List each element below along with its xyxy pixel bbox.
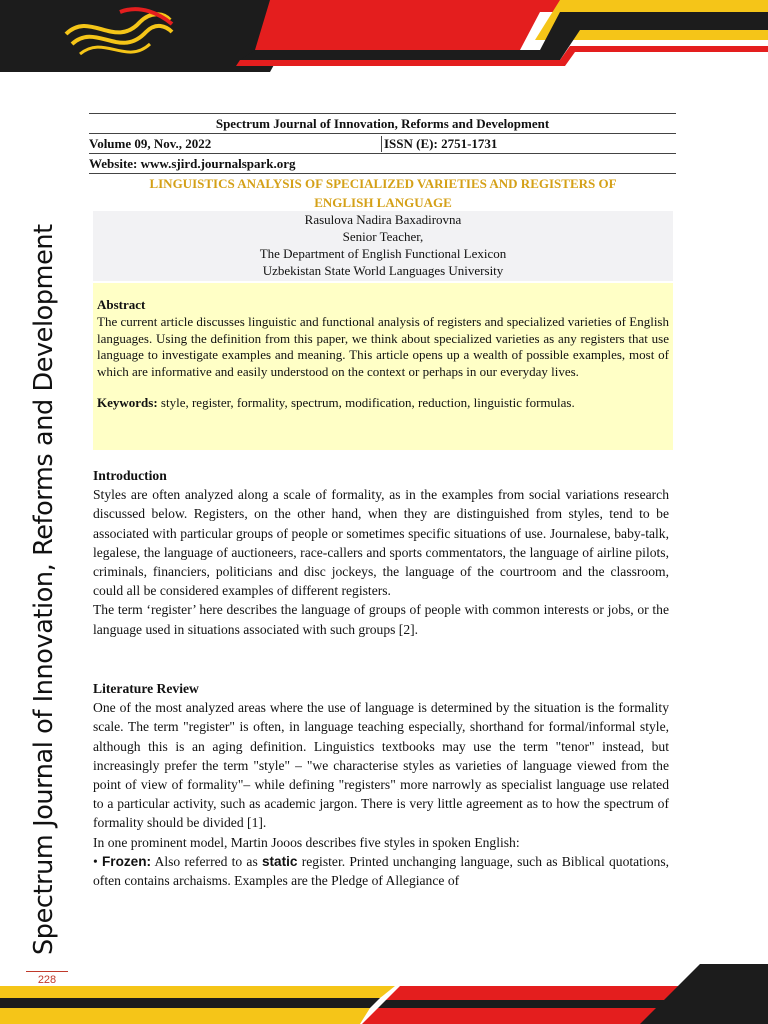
journal-header — [89, 113, 676, 174]
issn-info: ISSN (E): 2751-1731 — [381, 136, 676, 152]
literature-review-heading: Literature Review — [93, 681, 199, 696]
bullet-icon: • — [93, 853, 98, 869]
abstract-heading: Abstract — [97, 297, 146, 312]
introduction-paragraph: Styles are often analyzed along a scale of formality, as in the examples from social variations research discussed below. Registers, on the other hand, when they are distinguished from styles, tend to be associated with particular groups of people or sometimes specific situations of use. Journalese, baby-talk, legalese, the language of auctioneers, race-callers and sports commentators, the language of airline pilots, criminals, financiers, politicians and disc jockeys, the language of the courtroom and the classroom, could all be considered examples of different registers. — [93, 487, 669, 599]
introduction-section — [93, 466, 669, 639]
literature-review-section — [93, 679, 669, 890]
author-position: Senior Teacher, — [342, 229, 424, 244]
article-title-line: LINGUISTICS ANALYSIS OF SPECIALIZED VARIETIES AND REGISTERS OF — [149, 176, 617, 191]
keywords-list: style, register, formality, spectrum, modification, reduction, linguistic formulas. — [160, 394, 575, 410]
bottom-banner-graphic — [0, 964, 768, 1024]
bullet-static-term: static — [261, 853, 298, 869]
bullet-label: Frozen: — [101, 853, 152, 869]
literature-paragraph: One of the most analyzed areas where the use of language is determined by the situation is the formality scale. The term "register" is often, in language teaching especially, shorthand for formal/informal style, although this is an aging definition. Linguistics textbooks may use the term "tenor" instead, but increasingly prefer the term "style" – "we characterise styles as varieties of language viewed from the point of view of formality"– while defining "registers" more narrowly as specialist language use related to a particular activity, such as academic jargon. There is very little agreement as to how the spectrum of formality should be divided [1]. — [93, 700, 669, 831]
side-journal-title: Spectrum Journal of Innovation, Reforms and Development — [29, 224, 59, 955]
volume-issn-row — [89, 133, 676, 153]
frozen-bullet — [93, 852, 669, 890]
keywords — [97, 395, 669, 412]
article-title-line: ENGLISH LANGUAGE — [314, 195, 452, 210]
top-banner — [0, 0, 768, 72]
bullet-text: register. Printed unchanging language, such as Biblical quotations, often contains archaisms. Examples are the Pledge of Allegiance of — [93, 853, 670, 889]
bullet-text: Also referred to as — [154, 853, 258, 869]
abstract-box — [93, 283, 673, 450]
article-title — [93, 174, 673, 212]
literature-paragraph: In one prominent model, Martin Jooos describes five styles in spoken English: — [93, 834, 520, 850]
author-university: Uzbekistan State World Languages University — [262, 263, 504, 278]
page-number: 228 — [26, 971, 68, 986]
abstract-text: The current article discusses linguistic and functional analysis of registers and specialized varieties of English languages. Using the definition from this paper, we think about specialized varieties as any registers that use language to investigate examples and meaning. This article opens up a wealth of possible examples, most of which are informative and easily understood on the context or perhaps in our everyday lives. — [97, 313, 669, 380]
author-name: Rasulova Nadira Baxadirovna — [304, 212, 462, 227]
keywords-label: Keywords: — [97, 394, 158, 410]
bottom-banner — [0, 964, 768, 1024]
author-department: The Department of English Functional Lexicon — [259, 246, 507, 261]
top-banner-graphic — [0, 0, 768, 72]
website-info: Website: www.sjird.journalspark.org — [89, 155, 296, 171]
introduction-paragraph: The term ‘register’ here describes the language of groups of people with common interests or jobs, or the language used in situations associated with such groups [2]. — [93, 602, 669, 637]
introduction-heading: Introduction — [93, 468, 167, 483]
journal-name: Spectrum Journal of Innovation, Reforms and Development — [215, 115, 550, 131]
journal-name-row — [89, 113, 676, 133]
website-row — [89, 153, 676, 174]
author-block — [93, 211, 673, 281]
volume-info: Volume 09, Nov., 2022 — [89, 135, 212, 151]
